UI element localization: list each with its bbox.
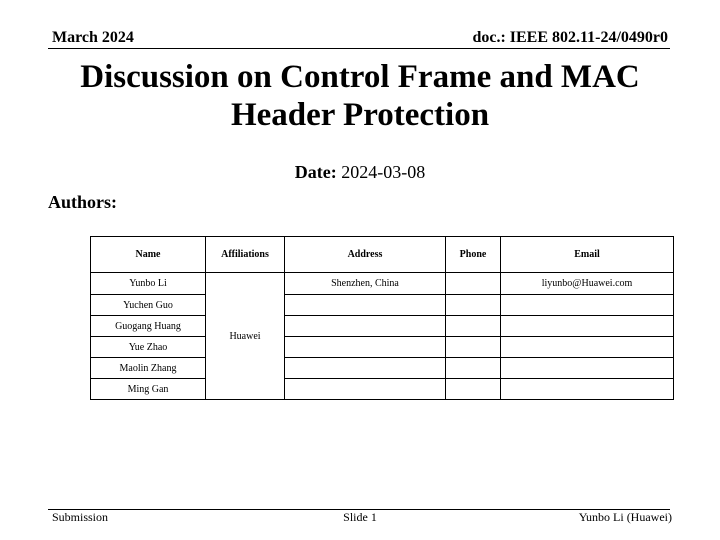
date-value: 2024-03-08 — [341, 162, 426, 182]
author-name: Yue Zhao — [91, 337, 206, 358]
header-divider — [48, 48, 670, 49]
authors-table — [90, 236, 674, 400]
table-row — [91, 295, 674, 316]
title-line-2: Header Protection — [230, 97, 490, 133]
author-phone — [446, 379, 501, 400]
author-affiliation: Huawei — [206, 273, 285, 400]
footer-slide-number: Slide 1 — [343, 510, 377, 524]
slide-title — [40, 58, 680, 134]
column-header-name: Name — [91, 237, 206, 273]
author-email: liyunbo@Huawei.com — [501, 273, 674, 295]
table-row — [91, 337, 674, 358]
title-line-1: Discussion on Control Frame and MAC — [80, 59, 640, 95]
column-header-email: Email — [501, 237, 674, 273]
table-header-row — [91, 237, 674, 273]
author-email — [501, 295, 674, 316]
table-row — [91, 379, 674, 400]
footer-author: Yunbo Li (Huawei) — [578, 510, 672, 524]
author-address — [285, 379, 446, 400]
author-address — [285, 358, 446, 379]
footer-submission: Submission — [52, 510, 109, 524]
author-email — [501, 358, 674, 379]
author-phone — [446, 273, 501, 295]
column-header-address: Address — [285, 237, 446, 273]
header-doc-id: doc.: IEEE 802.11-24/0490r0 — [472, 29, 668, 46]
author-name: Maolin Zhang — [91, 358, 206, 379]
author-phone — [446, 358, 501, 379]
authors-heading: Authors: — [48, 192, 118, 212]
author-name: Ming Gan — [91, 379, 206, 400]
author-name: Guogang Huang — [91, 316, 206, 337]
table-row — [91, 273, 674, 295]
author-address — [285, 295, 446, 316]
author-address: Shenzhen, China — [285, 273, 446, 295]
date-label: Date: — [294, 162, 337, 182]
column-header-phone: Phone — [446, 237, 501, 273]
author-phone — [446, 337, 501, 358]
table-row — [91, 358, 674, 379]
author-email — [501, 337, 674, 358]
author-address — [285, 316, 446, 337]
header-date: March 2024 — [52, 29, 134, 46]
author-name: Yuchen Guo — [91, 295, 206, 316]
author-email — [501, 316, 674, 337]
column-header-affiliations: Affiliations — [206, 237, 285, 273]
author-address — [285, 337, 446, 358]
table-row — [91, 316, 674, 337]
author-phone — [446, 316, 501, 337]
date-line — [0, 162, 720, 183]
author-email — [501, 379, 674, 400]
author-name: Yunbo Li — [91, 273, 206, 295]
author-phone — [446, 295, 501, 316]
